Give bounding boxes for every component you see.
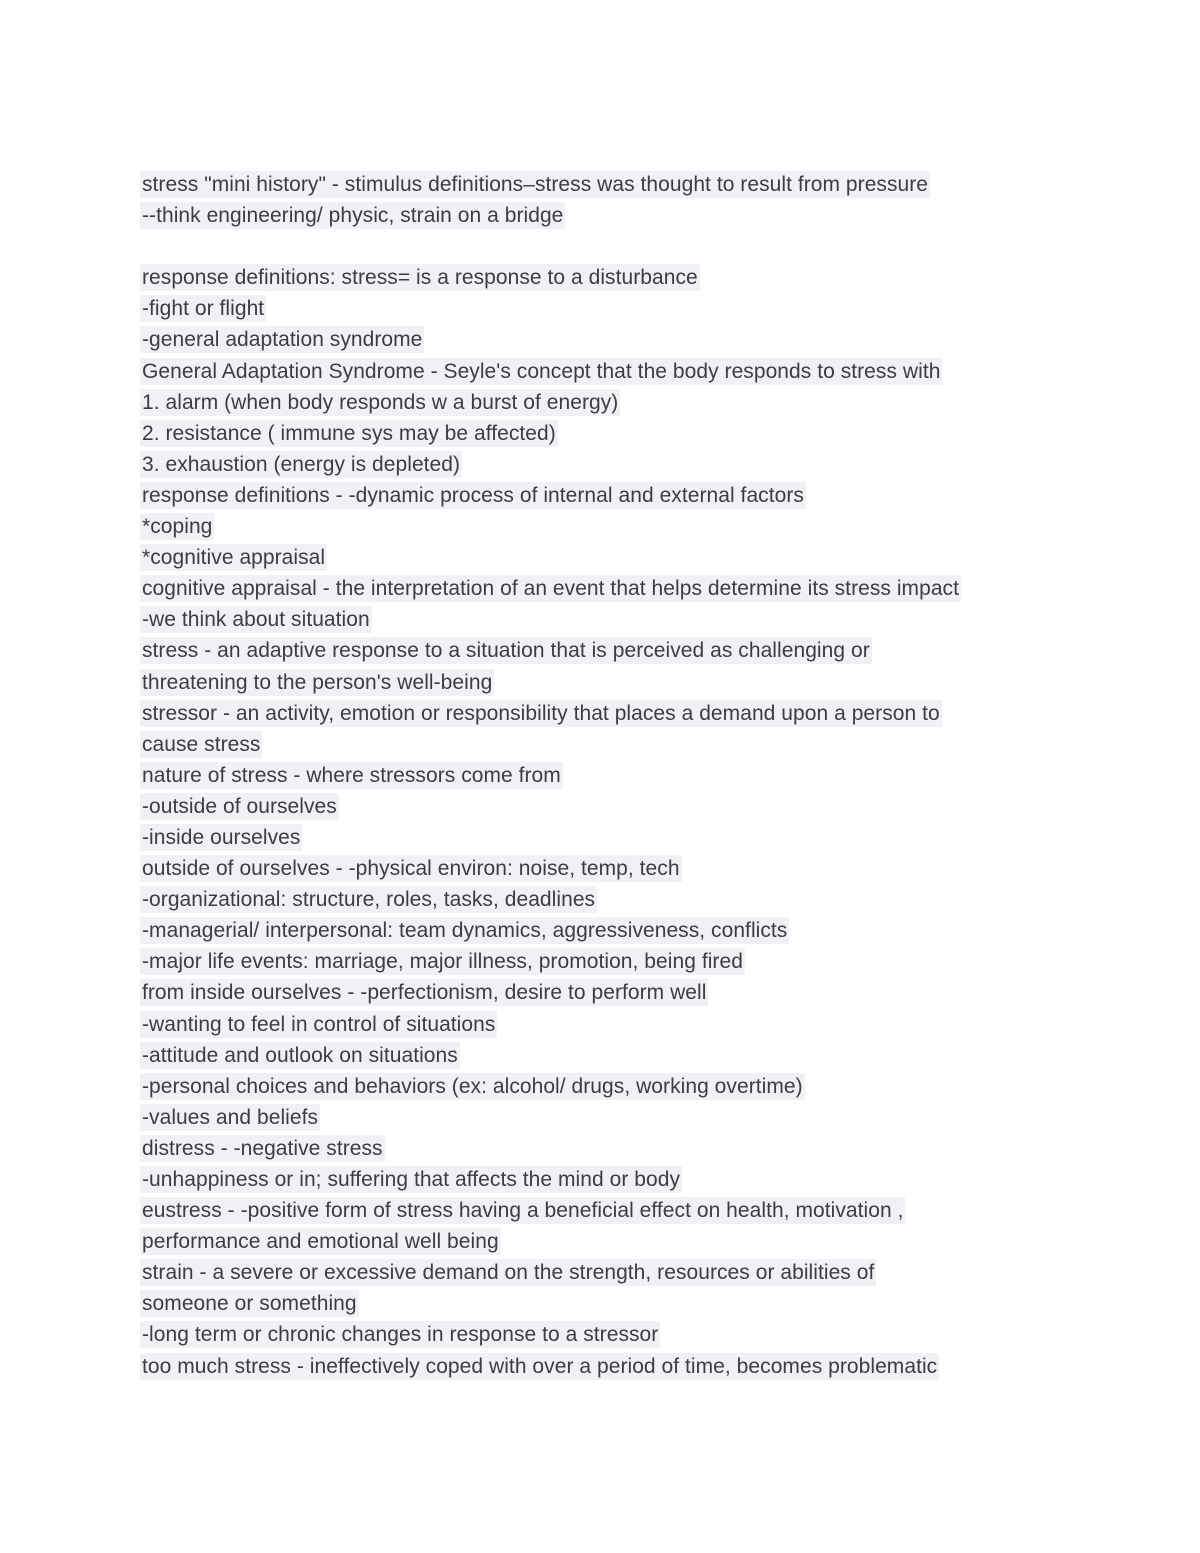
text-line (140, 482, 1100, 513)
text-line-content: -inside ourselves (142, 825, 301, 849)
text-line (140, 420, 1100, 451)
text-line-content: -long term or chronic changes in response to a stressor (142, 1323, 659, 1347)
text-line (140, 917, 1100, 948)
text-line (140, 1197, 1100, 1228)
text-line-content: strain - a severe or excessive demand on the strength, resources or abilities of (142, 1261, 875, 1285)
text-line-content: cognitive appraisal - the interpretation of an event that helps determine its stress impact (142, 577, 959, 601)
text-line (140, 700, 1100, 731)
text-line (140, 202, 1100, 233)
text-line-content: response definitions: stress= is a response to a disturbance (142, 266, 698, 290)
text-line-content: distress - -negative stress (142, 1136, 383, 1160)
text-line-content: stress - an adaptive response to a situation that is perceived as challenging or (142, 639, 870, 663)
text-line (140, 669, 1100, 700)
text-line-content: -general adaptation syndrome (142, 328, 423, 352)
text-line (140, 295, 1100, 326)
text-line (140, 1011, 1100, 1042)
text-line (140, 575, 1100, 606)
text-line (140, 1228, 1100, 1259)
text-line (140, 1104, 1100, 1135)
text-line-content: -values and beliefs (142, 1105, 319, 1129)
text-line (140, 979, 1100, 1010)
text-line (140, 1135, 1100, 1166)
text-line (140, 544, 1100, 575)
text-line-content: -organizational: structure, roles, tasks, deadlines (142, 888, 596, 912)
text-line (140, 1353, 1100, 1384)
text-line (140, 326, 1100, 357)
document-page (140, 171, 1100, 1384)
text-line-content: -fight or flight (142, 297, 265, 321)
text-line (140, 1166, 1100, 1197)
text-line (140, 264, 1100, 295)
text-line-content: someone or something (142, 1292, 357, 1316)
text-line (140, 762, 1100, 793)
text-line-content: outside of ourselves - -physical environ: noise, temp, tech (142, 857, 680, 881)
text-line-content: -attitude and outlook on situations (142, 1043, 458, 1067)
text-line-content: stressor - an activity, emotion or responsibility that places a demand upon a person to (142, 701, 940, 725)
text-line-content: -managerial/ interpersonal: team dynamics, aggressiveness, conflicts (142, 919, 788, 943)
text-line (140, 513, 1100, 544)
text-line-content: -unhappiness or in; suffering that affects the mind or body (142, 1168, 680, 1191)
text-line (140, 637, 1100, 668)
blank-line (140, 233, 1100, 264)
text-line-content: *cognitive appraisal (142, 546, 326, 570)
text-line (140, 1042, 1100, 1073)
text-line-content: --think engineering/ physic, strain on a bridge (142, 204, 564, 228)
text-line-content: -we think about situation (142, 608, 370, 632)
text-line-content: nature of stress - where stressors come from (142, 763, 561, 787)
text-line-content: -wanting to feel in control of situations (142, 1012, 496, 1036)
text-line (140, 389, 1100, 420)
text-line-content: from inside ourselves - -perfectionism, desire to perform well (142, 981, 707, 1005)
text-line-content: eustress - -positive form of stress having a beneficial effect on health, motivation , (142, 1199, 904, 1223)
text-line (140, 171, 1100, 202)
text-line (140, 1290, 1100, 1321)
text-line-content: 2. resistance ( immune sys may be affected) (142, 421, 556, 445)
text-line-content: cause stress (142, 732, 261, 756)
text-line-content: response definitions - -dynamic process of internal and external factors (142, 483, 804, 507)
text-line (140, 948, 1100, 979)
text-line (140, 793, 1100, 824)
text-line-content: stress "mini history" - stimulus definitions–stress was thought to result from pressure (142, 173, 929, 196)
text-line (140, 1259, 1100, 1290)
text-line-content: -personal choices and behaviors (ex: alcohol/ drugs, working overtime) (142, 1074, 803, 1098)
text-line (140, 731, 1100, 762)
text-line-content: -outside of ourselves (142, 794, 337, 818)
text-line (140, 1321, 1100, 1352)
text-line-content: General Adaptation Syndrome - Seyle's concept that the body responds to stress with (142, 359, 941, 383)
text-line-content: 3. exhaustion (energy is depleted) (142, 452, 461, 476)
text-line (140, 824, 1100, 855)
text-line-content: *coping (142, 515, 213, 539)
text-line (140, 886, 1100, 917)
text-line (140, 855, 1100, 886)
text-line-content: -major life events: marriage, major illness, promotion, being fired (142, 950, 743, 974)
text-line (140, 606, 1100, 637)
text-line-content: performance and emotional well being (142, 1230, 499, 1254)
text-line (140, 451, 1100, 482)
text-line-content: threatening to the person's well-being (142, 670, 493, 694)
text-line (140, 358, 1100, 389)
text-line (140, 1073, 1100, 1104)
text-line-content: 1. alarm (when body responds w a burst of energy) (142, 390, 619, 414)
text-line-content: too much stress - ineffectively coped with over a period of time, becomes problematic (142, 1354, 938, 1378)
